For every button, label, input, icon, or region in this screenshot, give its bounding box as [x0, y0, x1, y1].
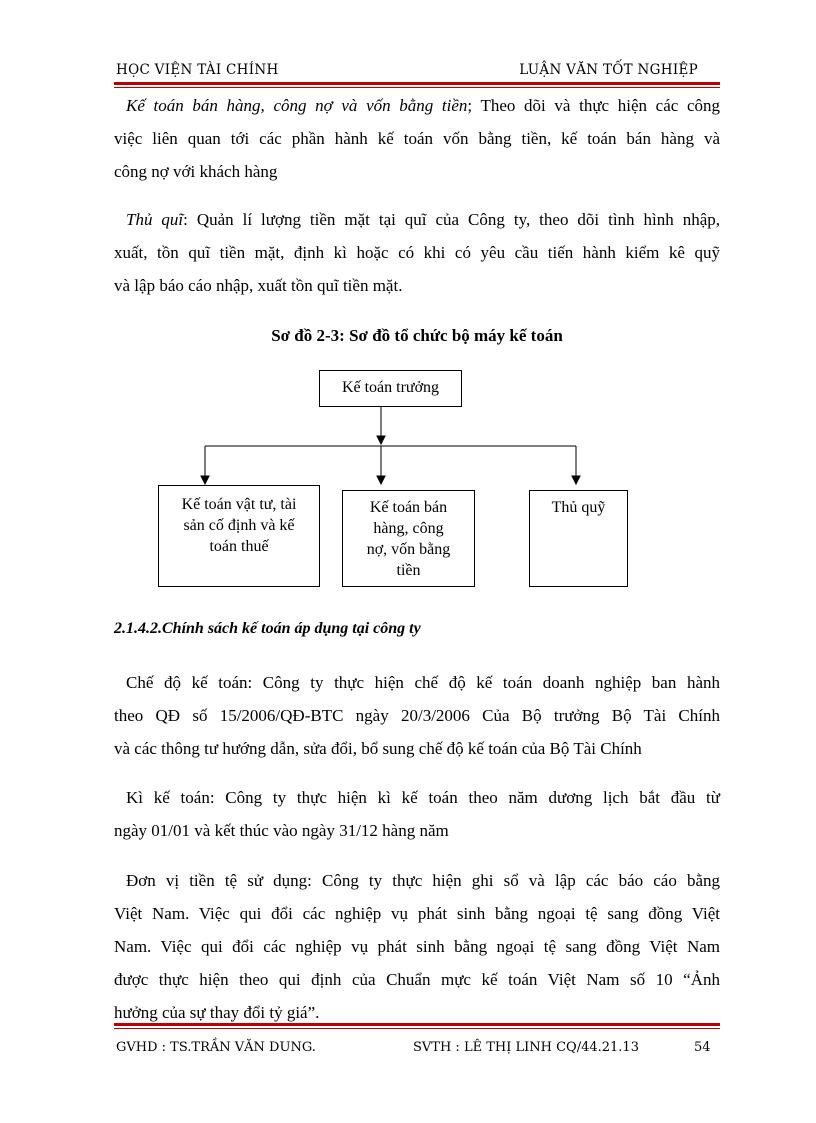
term-ke-toan-ban-hang: Kế toán bán hàng, công nợ và vốn bằng tiền [126, 96, 468, 115]
para5-line5: hưởng của sự thay đổi tỷ giá”. [114, 1003, 320, 1022]
page-number: 54 [694, 1040, 711, 1055]
paragraph-che-do-ke-toan [114, 666, 720, 765]
box1-line2: sản cố định và kế [183, 517, 295, 534]
para2-line1: : Quản lí lượng tiền mặt tại quĩ của Công ty, theo dõi tình hình nhập, [183, 210, 721, 229]
footer-student: SVTH : LÊ THỊ LINH CQ/44.21.13 [413, 1040, 639, 1055]
box2-line2: hàng, công [373, 520, 444, 537]
paragraph-ki-ke-toan [114, 781, 720, 847]
para2-line2: xuất, tồn quĩ tiền mặt, định kì hoặc có khi có yêu cầu tiến hành kiểm kê quỹ [114, 243, 720, 262]
diagram-title: Sơ đồ 2-3: Sơ đồ tổ chức bộ máy kế toán [271, 326, 563, 345]
box-ke-toan-ban-hang [342, 490, 475, 587]
box-ke-toan-vat-tu [158, 485, 320, 587]
para4-line1: Kì kế toán: Công ty thực hiện kì kế toán theo năm dương lịch bắt đầu từ [126, 788, 720, 807]
para1-line3: công nợ với khách hàng [114, 162, 278, 181]
header-left: HỌC VIỆN TÀI CHÍNH [116, 62, 279, 78]
box1-line1: Kế toán vật tư, tài [181, 496, 297, 513]
box3-line1: Thủ quỹ [551, 499, 606, 516]
para3-line3: và các thông tư hướng dẫn, sửa đổi, bổ sung chế độ kế toán của Bộ Tài Chính [114, 739, 642, 758]
para4-line2: ngày 01/01 và kết thúc vào ngày 31/12 hàng năm [114, 821, 449, 840]
para5-line2: Việt Nam. Việc qui đổi các nghiệp vụ phát sinh bằng ngoại tệ sang đồng Việt [114, 904, 720, 923]
box1-line3: toán thuế [209, 538, 269, 555]
section-heading: 2.1.4.2.Chính sách kế toán áp dụng tại công ty [114, 620, 421, 637]
para1-line1: ; Theo dõi và thực hiện các công [467, 96, 720, 115]
box-ke-toan-truong [319, 370, 462, 407]
header-right: LUẬN VĂN TỐT NGHIỆP [519, 62, 698, 78]
footer-advisor: GVHD : TS.TRẦN VĂN DUNG. [116, 1040, 316, 1055]
para5-line1: Đơn vị tiền tệ sử dụng: Công ty thực hiện ghi sổ và lập các báo cáo bằng [126, 871, 720, 890]
box-ke-toan-truong-label: Kế toán trưởng [341, 379, 440, 396]
paragraph-don-vi-tien-te [114, 864, 720, 1029]
para3-line1: Chế độ kế toán: Công ty thực hiện chế độ kế toán doanh nghiệp ban hành [126, 673, 720, 692]
para3-line2: theo QĐ số 15/2006/QĐ-BTC ngày 20/3/2006 Của Bộ trưởng Bộ Tài Chính [114, 706, 720, 725]
para1-line2: việc liên quan tới các phần hành kế toán vốn bằng tiền, kế toán bán hàng và [114, 129, 720, 148]
box2-line4: tiền [396, 562, 421, 579]
box-thu-quy [529, 490, 628, 587]
footer-rule [114, 1023, 720, 1029]
term-thu-quy: Thủ quĩ [126, 210, 184, 229]
box2-line3: nợ, vốn bằng [366, 541, 451, 558]
para5-line3: Nam. Việc qui đổi các nghiệp vụ phát sinh bằng ngoại tệ sang đồng Việt Nam [114, 937, 720, 956]
para5-line4: được thực hiện theo qui định của Chuẩn mực kế toán Việt Nam số 10 “Ảnh [114, 970, 720, 989]
para2-line3: và lập báo cáo nhập, xuất tồn quĩ tiền mặt. [114, 276, 403, 295]
box2-line1: Kế toán bán [369, 499, 448, 516]
